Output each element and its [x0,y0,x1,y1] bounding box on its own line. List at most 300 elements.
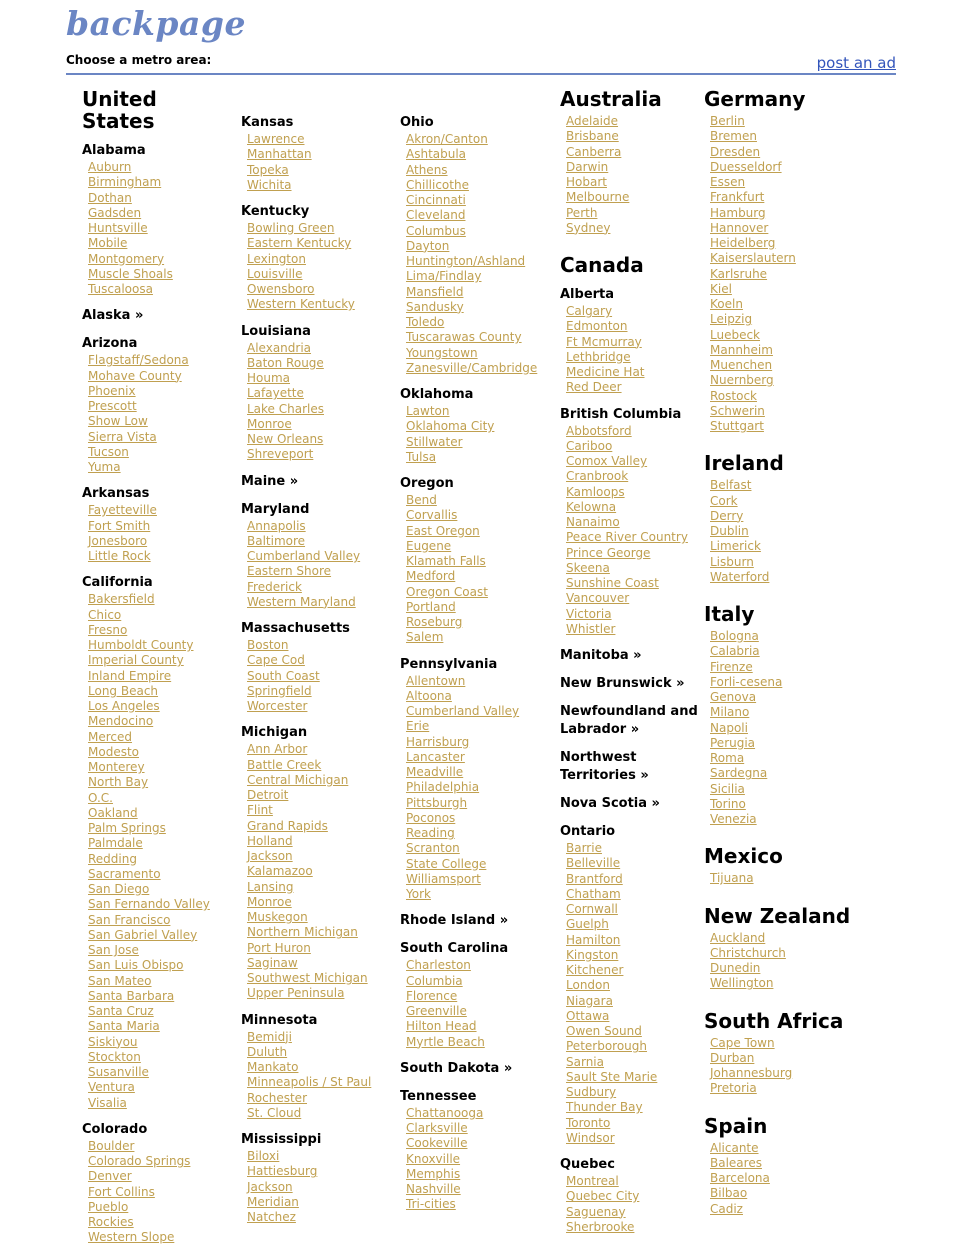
city-link-lake-charles[interactable]: Lake Charles [247,401,324,416]
city-link-battle-creek[interactable]: Battle Creek [247,757,322,772]
city-link-mansfield[interactable]: Mansfield [406,284,464,299]
city-link-lansing[interactable]: Lansing [247,879,294,894]
city-link-auckland[interactable]: Auckland [710,930,766,945]
city-link-canberra[interactable]: Canberra [566,144,622,159]
city-list [704,871,854,886]
city-link-kaiserslautern[interactable]: Kaiserslautern [710,251,796,266]
city-link-lethbridge[interactable]: Lethbridge [566,349,631,364]
city-link-st-cloud[interactable]: St. Cloud [247,1105,302,1120]
city-link-los-angeles[interactable]: Los Angeles [88,699,160,713]
city-link-koeln[interactable]: Koeln [710,297,743,311]
city-link-rockies[interactable]: Rockies [88,1215,134,1229]
city-link-perugia[interactable]: Perugia [710,735,756,750]
city-link-sicilia[interactable]: Sicilia [710,781,745,796]
city-link-napoli[interactable]: Napoli [710,720,748,735]
city-link-skeena[interactable]: Skeena [566,560,610,575]
region-heading-oklahoma: Oklahoma [400,387,474,402]
city-link-phoenix[interactable]: Phoenix [88,383,136,398]
city-link-greenville[interactable]: Greenville [406,1004,467,1018]
city-link-windsor[interactable]: Windsor [566,1130,615,1145]
city-link-state-college[interactable]: State College [406,856,487,871]
city-link-hamburg[interactable]: Hamburg [710,205,766,220]
city-link-denver[interactable]: Denver [88,1169,132,1184]
city-link-eastern-shore[interactable]: Eastern Shore [247,564,332,579]
city-link-bowling-green[interactable]: Bowling Green [247,221,335,235]
city-link-rostock[interactable]: Rostock [710,388,757,403]
region-heading-manitoba[interactable]: Manitoba » [560,648,642,663]
city-link-upper-peninsula[interactable]: Upper Peninsula [247,986,345,1001]
city-link-cariboo[interactable]: Cariboo [566,438,613,453]
city-link-berlin[interactable]: Berlin [710,114,745,128]
city-link-columbus[interactable]: Columbus [406,223,466,238]
city-link-san-diego[interactable]: San Diego [88,882,150,896]
city-link-frederick[interactable]: Frederick [247,579,302,594]
city-link-hamilton[interactable]: Hamilton [566,932,621,947]
city-link-san-fernando-valley[interactable]: San Fernando Valley [88,897,210,912]
city-link-nanaimo[interactable]: Nanaimo [566,515,620,529]
city-link-philadelphia[interactable]: Philadelphia [406,780,480,795]
city-link-florence[interactable]: Florence [406,988,458,1003]
city-link-dayton[interactable]: Dayton [406,238,450,253]
city-link-bend[interactable]: Bend [406,493,437,507]
city-link-nuernberg[interactable]: Nuernberg [710,373,774,388]
city-link-san-jose[interactable]: San Jose [88,943,139,957]
city-link-santa-cruz[interactable]: Santa Cruz [88,1004,154,1018]
city-link-mendocino[interactable]: Mendocino [88,714,154,729]
city-link-kitchener[interactable]: Kitchener [566,963,624,977]
region-heading-new-brunswick[interactable]: New Brunswick » [560,676,685,691]
city-link-medicine-hat[interactable]: Medicine Hat [566,365,645,379]
region-heading-maine[interactable]: Maine » [241,473,299,489]
city-link-saguenay[interactable]: Saguenay [566,1204,626,1219]
city-link-heidelberg[interactable]: Heidelberg [710,236,776,250]
city-link-roma[interactable]: Roma [710,751,745,765]
city-link-rochester[interactable]: Rochester [247,1090,307,1105]
city-link-santa-maria[interactable]: Santa Maria [88,1019,160,1034]
city-link-tri-cities[interactable]: Tri-cities [406,1197,456,1212]
city-link-athens[interactable]: Athens [406,162,448,177]
city-link-quebec-city[interactable]: Quebec City [566,1189,640,1204]
city-link-barcelona[interactable]: Barcelona [710,1171,770,1185]
city-link-calabria[interactable]: Calabria [710,644,760,659]
city-link-thunder-bay[interactable]: Thunder Bay [566,1100,643,1115]
city-link-wichita[interactable]: Wichita [247,177,292,192]
city-link-bremen[interactable]: Bremen [710,129,757,144]
city-link-siskiyou[interactable]: Siskiyou [88,1034,138,1049]
city-link-cumberland-valley[interactable]: Cumberland Valley [247,549,361,563]
city-link-monroe[interactable]: Monroe [247,894,292,909]
city-link-hobart[interactable]: Hobart [566,175,607,189]
city-link-lisburn[interactable]: Lisburn [710,554,754,569]
city-link-kalamazoo[interactable]: Kalamazoo [247,864,313,879]
city-link-san-luis-obispo[interactable]: San Luis Obispo [88,958,184,973]
city-link-hattiesburg[interactable]: Hattiesburg [247,1164,318,1179]
city-link-torino[interactable]: Torino [710,796,746,811]
city-link-chico[interactable]: Chico [88,607,122,622]
city-link-niagara[interactable]: Niagara [566,993,613,1008]
city-link-oregon-coast[interactable]: Oregon Coast [406,584,488,599]
city-link-salem[interactable]: Salem [406,630,444,645]
city-link-tijuana[interactable]: Tijuana [710,871,754,886]
city-link-minneapolis-st-paul[interactable]: Minneapolis / St Paul [247,1075,372,1090]
city-link-central-michigan[interactable]: Central Michigan [247,772,349,787]
city-link-auburn[interactable]: Auburn [88,160,132,174]
city-link-luebeck[interactable]: Luebeck [710,327,761,342]
city-link-little-rock[interactable]: Little Rock [88,549,151,563]
city-link-western-kentucky[interactable]: Western Kentucky [247,297,355,312]
region-heading-south-dakota[interactable]: South Dakota » [400,1060,513,1076]
city-link-johannesburg[interactable]: Johannesburg [710,1066,793,1080]
city-link-milano[interactable]: Milano [710,705,750,720]
city-link-grand-rapids[interactable]: Grand Rapids [247,818,328,833]
city-link-lexington[interactable]: Lexington [247,251,306,266]
city-link-port-huron[interactable]: Port Huron [247,940,311,955]
city-link-northern-michigan[interactable]: Northern Michigan [247,925,358,940]
city-link-peace-river-country[interactable]: Peace River Country [566,530,688,545]
region-heading-rhode-island[interactable]: Rhode Island » [400,913,509,929]
city-link-sacramento[interactable]: Sacramento [88,866,161,881]
city-link-toronto[interactable]: Toronto [566,1115,611,1130]
city-link-belleville[interactable]: Belleville [566,856,621,871]
city-link-bemidji[interactable]: Bemidji [247,1029,292,1044]
region-heading-nova-scotia[interactable]: Nova Scotia » [560,796,660,811]
city-link-melbourne[interactable]: Melbourne [566,190,630,205]
city-link-dothan[interactable]: Dothan [88,190,132,205]
city-link-nashville[interactable]: Nashville [406,1182,461,1196]
city-link-sydney[interactable]: Sydney [566,220,611,235]
city-link-darwin[interactable]: Darwin [566,159,609,174]
city-link-muscle-shoals[interactable]: Muscle Shoals [88,266,173,281]
city-link-baltimore[interactable]: Baltimore [247,533,306,548]
city-link-baleares[interactable]: Baleares [710,1155,762,1170]
city-link-vancouver[interactable]: Vancouver [566,591,630,606]
city-link-susanville[interactable]: Susanville [88,1065,149,1079]
city-link-abbotsford[interactable]: Abbotsford [566,423,632,438]
city-link-akron-canton[interactable]: Akron/Canton [406,132,488,146]
city-link-durban[interactable]: Durban [710,1050,755,1065]
city-link-cleveland[interactable]: Cleveland [406,208,466,223]
city-link-sardegna[interactable]: Sardegna [710,766,768,781]
city-link-duesseldorf[interactable]: Duesseldorf [710,159,782,174]
city-link-biloxi[interactable]: Biloxi [247,1149,280,1163]
city-link-inland-empire[interactable]: Inland Empire [88,668,172,683]
city-link-lima-findlay[interactable]: Lima/Findlay [406,269,482,284]
city-link-scranton[interactable]: Scranton [406,841,460,856]
city-list [400,132,550,376]
city-link-tulsa[interactable]: Tulsa [406,449,437,464]
city-link-lawrence[interactable]: Lawrence [247,132,305,146]
city-link-lancaster[interactable]: Lancaster [406,749,465,764]
city-link-jonesboro[interactable]: Jonesboro [88,533,148,548]
city-link-visalia[interactable]: Visalia [88,1095,127,1110]
city-link-meadville[interactable]: Meadville [406,765,464,779]
city-link-baton-rouge[interactable]: Baton Rouge [247,355,324,370]
city-link-edmonton[interactable]: Edmonton [566,319,628,334]
city-link-annapolis[interactable]: Annapolis [247,518,306,533]
city-link-sarnia[interactable]: Sarnia [566,1054,604,1069]
city-link-allentown[interactable]: Allentown [406,673,466,688]
city-link-alicante[interactable]: Alicante [710,1140,759,1155]
city-link-birmingham[interactable]: Birmingham [88,175,162,190]
city-link-brisbane[interactable]: Brisbane [566,129,619,144]
city-link-forli-cesena[interactable]: Forli-cesena [710,674,783,689]
city-link-cornwall[interactable]: Cornwall [566,902,618,916]
city-link-london[interactable]: London [566,978,610,993]
city-link-natchez[interactable]: Natchez [247,1210,296,1224]
city-link-o-c[interactable]: O.C. [88,790,113,805]
city-link-alexandria[interactable]: Alexandria [247,340,312,355]
city-link-jackson[interactable]: Jackson [247,1179,293,1194]
city-link-prince-george[interactable]: Prince George [566,545,651,560]
city-link-houma[interactable]: Houma [247,371,291,385]
city-link-derry[interactable]: Derry [710,508,744,523]
city-link-kamloops[interactable]: Kamloops [566,484,625,499]
city-link-venezia[interactable]: Venezia [710,812,757,826]
city-link-redding[interactable]: Redding [88,851,137,866]
city-link-detroit[interactable]: Detroit [247,788,289,802]
city-link-memphis[interactable]: Memphis [406,1166,461,1181]
city-link-saginaw[interactable]: Saginaw [247,955,298,970]
city-link-cumberland-valley[interactable]: Cumberland Valley [406,704,520,718]
city-link-tuscaloosa[interactable]: Tuscaloosa [88,282,153,296]
city-link-gadsden[interactable]: Gadsden [88,205,142,220]
city-list [704,478,854,585]
city-link-huntsville[interactable]: Huntsville [88,221,148,235]
city-link-bilbao[interactable]: Bilbao [710,1186,748,1201]
city-link-waterford[interactable]: Waterford [710,569,770,584]
city-link-fresno[interactable]: Fresno [88,622,128,637]
city-link-boston[interactable]: Boston [247,638,289,652]
city-link-jackson[interactable]: Jackson [247,849,293,863]
city-link-dunedin[interactable]: Dunedin [710,961,761,975]
city-link-peterborough[interactable]: Peterborough [566,1039,648,1054]
city-link-leipzig[interactable]: Leipzig [710,312,753,327]
city-link-western-maryland[interactable]: Western Maryland [247,594,356,609]
city-link-harrisburg[interactable]: Harrisburg [406,734,470,749]
city-link-knoxville[interactable]: Knoxville [406,1151,461,1166]
city-link-red-deer[interactable]: Red Deer [566,380,622,395]
city-link-tuscarawas-county[interactable]: Tuscarawas County [406,330,522,345]
city-link-genova[interactable]: Genova [710,690,757,704]
city-link-mankato[interactable]: Mankato [247,1060,299,1074]
city-link-duluth[interactable]: Duluth [247,1044,288,1059]
region-heading-alaska[interactable]: Alaska » [82,308,144,324]
city-link-owen-sound[interactable]: Owen Sound [566,1024,642,1038]
city-link-colorado-springs[interactable]: Colorado Springs [88,1154,191,1168]
city-link-wellington[interactable]: Wellington [710,976,774,991]
city-link-hilton-head[interactable]: Hilton Head [406,1019,477,1034]
city-link-show-low[interactable]: Show Low [88,414,148,429]
city-link-ottawa[interactable]: Ottawa [566,1008,610,1023]
city-link-merced[interactable]: Merced [88,729,133,744]
city-link-oklahoma-city[interactable]: Oklahoma City [406,419,495,434]
city-link-lawton[interactable]: Lawton [406,404,450,418]
city-link-cape-town[interactable]: Cape Town [710,1035,775,1050]
city-link-montreal[interactable]: Montreal [566,1174,619,1188]
city-link-worcester[interactable]: Worcester [247,699,308,713]
city-link-cape-cod[interactable]: Cape Cod [247,653,305,668]
city-link-owensboro[interactable]: Owensboro [247,282,315,296]
city-link-santa-barbara[interactable]: Santa Barbara [88,988,175,1003]
city-link-clarksville[interactable]: Clarksville [406,1121,468,1135]
city-link-christchurch[interactable]: Christchurch [710,945,786,960]
city-link-frankfurt[interactable]: Frankfurt [710,190,765,205]
city-link-cork[interactable]: Cork [710,493,738,508]
city-link-ft-mcmurray[interactable]: Ft Mcmurray [566,334,642,349]
city-link-north-bay[interactable]: North Bay [88,775,149,790]
city-link-pretoria[interactable]: Pretoria [710,1081,757,1096]
city-link-brantford[interactable]: Brantford [566,871,623,886]
city-link-guelph[interactable]: Guelph [566,917,609,932]
city-link-tucson[interactable]: Tucson [88,444,129,459]
city-link-kelowna[interactable]: Kelowna [566,499,617,514]
city-link-sunshine-coast[interactable]: Sunshine Coast [566,576,659,590]
city-link-southwest-michigan[interactable]: Southwest Michigan [247,971,368,985]
city-link-cincinnati[interactable]: Cincinnati [406,193,466,207]
city-link-long-beach[interactable]: Long Beach [88,683,159,698]
city-link-cookeville[interactable]: Cookeville [406,1136,468,1151]
city-link-san-francisco[interactable]: San Francisco [88,912,171,927]
city-link-essen[interactable]: Essen [710,175,746,189]
city-link-poconos[interactable]: Poconos [406,810,456,825]
city-link-palm-springs[interactable]: Palm Springs [88,821,166,835]
city-list [241,341,391,463]
city-link-portland[interactable]: Portland [406,599,456,614]
city-link-chatham[interactable]: Chatham [566,886,621,901]
city-link-hannover[interactable]: Hannover [710,220,769,235]
city-link-bologna[interactable]: Bologna [710,629,759,643]
city-link-springfield[interactable]: Springfield [247,683,312,698]
city-link-kingston[interactable]: Kingston [566,947,619,962]
city-link-mannheim[interactable]: Mannheim [710,342,773,357]
city-link-karlsruhe[interactable]: Karlsruhe [710,266,768,281]
city-link-palmdale[interactable]: Palmdale [88,836,143,851]
city-link-south-coast[interactable]: South Coast [247,668,320,683]
city-link-new-orleans[interactable]: New Orleans [247,432,324,446]
city-link-perth[interactable]: Perth [566,205,598,220]
city-link-flint[interactable]: Flint [247,803,273,818]
backpage-logo[interactable]: backpage [66,4,246,43]
city-link-manhattan[interactable]: Manhattan [247,147,312,162]
city-link-erie[interactable]: Erie [406,719,430,734]
city-link-ventura[interactable]: Ventura [88,1080,135,1095]
city-link-huntington-ashland[interactable]: Huntington/Ashland [406,254,526,268]
city-link-whistler[interactable]: Whistler [566,621,616,636]
city-link-chattanooga[interactable]: Chattanooga [406,1105,484,1120]
city-link-comox-valley[interactable]: Comox Valley [566,454,648,468]
city-link-schwerin[interactable]: Schwerin [710,403,765,418]
city-link-flagstaff-sedona[interactable]: Flagstaff/Sedona [88,353,189,368]
city-link-bakersfield[interactable]: Bakersfield [88,592,155,607]
city-link-boulder[interactable]: Boulder [88,1138,135,1153]
city-link-shreveport[interactable]: Shreveport [247,447,314,462]
city-link-limerick[interactable]: Limerick [710,539,761,554]
city-link-east-oregon[interactable]: East Oregon [406,523,480,538]
city-link-san-gabriel-valley[interactable]: San Gabriel Valley [88,927,198,942]
city-link-pittsburgh[interactable]: Pittsburgh [406,795,468,810]
city-link-dresden[interactable]: Dresden [710,144,761,159]
city-link-monroe[interactable]: Monroe [247,416,292,431]
city-link-toledo[interactable]: Toledo [406,315,445,329]
city-link-meridian[interactable]: Meridian [247,1194,299,1209]
city-link-youngstown[interactable]: Youngstown [406,345,478,360]
city-link-corvallis[interactable]: Corvallis [406,508,458,523]
city-link-cranbrook[interactable]: Cranbrook [566,469,629,484]
city-link-muskegon[interactable]: Muskegon [247,910,308,924]
city-link-reading[interactable]: Reading [406,826,455,840]
city-link-zanesville-cambridge[interactable]: Zanesville/Cambridge [406,360,538,375]
city-link-sudbury[interactable]: Sudbury [566,1085,617,1099]
city-link-oakland[interactable]: Oakland [88,805,138,820]
city-link-western-slope[interactable]: Western Slope [88,1230,175,1245]
city-link-myrtle-beach[interactable]: Myrtle Beach [406,1034,485,1049]
city-link-topeka[interactable]: Topeka [247,162,289,177]
city-link-fort-collins[interactable]: Fort Collins [88,1184,155,1199]
city-link-stockton[interactable]: Stockton [88,1049,141,1064]
city-link-adelaide[interactable]: Adelaide [566,114,619,128]
city-link-sherbrooke[interactable]: Sherbrooke [566,1219,635,1234]
city-link-stillwater[interactable]: Stillwater [406,434,463,449]
city-link-belfast[interactable]: Belfast [710,478,752,493]
city-link-humboldt-county[interactable]: Humboldt County [88,638,194,652]
city-link-ann-arbor[interactable]: Ann Arbor [247,742,308,757]
city-link-yuma[interactable]: Yuma [88,460,121,474]
city-link-cadiz[interactable]: Cadiz [710,1201,743,1216]
city-link-stuttgart[interactable]: Stuttgart [710,419,764,433]
region-heading-newfoundland-and-labrador[interactable]: Newfoundland and Labrador » [560,704,698,737]
city-link-sault-ste-marie[interactable]: Sault Ste Marie [566,1069,658,1084]
city-link-charleston[interactable]: Charleston [406,958,471,973]
city-link-columbia[interactable]: Columbia [406,973,463,988]
post-ad-link[interactable]: post an ad [816,54,896,72]
city-link-kiel[interactable]: Kiel [710,281,732,296]
city-link-monterey[interactable]: Monterey [88,760,145,774]
city-link-medford[interactable]: Medford [406,569,456,584]
city-link-ashtabula[interactable]: Ashtabula [406,147,467,162]
city-link-modesto[interactable]: Modesto [88,744,139,759]
city-link-york[interactable]: York [406,887,431,901]
city-link-chillicothe[interactable]: Chillicothe [406,177,469,192]
city-link-san-mateo[interactable]: San Mateo [88,973,152,988]
city-link-fayetteville[interactable]: Fayetteville [88,503,157,518]
city-link-dublin[interactable]: Dublin [710,524,749,538]
city-link-mohave-county[interactable]: Mohave County [88,368,182,383]
city-link-fort-smith[interactable]: Fort Smith [88,518,151,533]
city-link-firenze[interactable]: Firenze [710,659,753,674]
city-link-prescott[interactable]: Prescott [88,399,137,413]
city-link-eugene[interactable]: Eugene [406,538,452,553]
city-link-roseburg[interactable]: Roseburg [406,615,463,629]
city-link-imperial-county[interactable]: Imperial County [88,653,184,668]
city-link-klamath-falls[interactable]: Klamath Falls [406,554,486,568]
city-link-sandusky[interactable]: Sandusky [406,299,464,314]
region-heading-northwest-territories[interactable]: Northwest Territories » [560,750,649,783]
city-link-williamsport[interactable]: Williamsport [406,871,481,886]
city-link-lafayette[interactable]: Lafayette [247,386,304,401]
city-link-barrie[interactable]: Barrie [566,841,602,855]
city-link-eastern-kentucky[interactable]: Eastern Kentucky [247,236,352,251]
city-link-louisville[interactable]: Louisville [247,266,303,281]
city-link-pueblo[interactable]: Pueblo [88,1199,129,1214]
city-link-muenchen[interactable]: Muenchen [710,358,773,372]
city-link-mobile[interactable]: Mobile [88,236,128,251]
city-link-victoria[interactable]: Victoria [566,606,612,621]
city-link-montgomery[interactable]: Montgomery [88,251,165,266]
city-link-altoona[interactable]: Altoona [406,688,452,703]
city-link-calgary[interactable]: Calgary [566,304,613,318]
city-link-sierra-vista[interactable]: Sierra Vista [88,429,157,444]
city-link-holland[interactable]: Holland [247,833,293,848]
